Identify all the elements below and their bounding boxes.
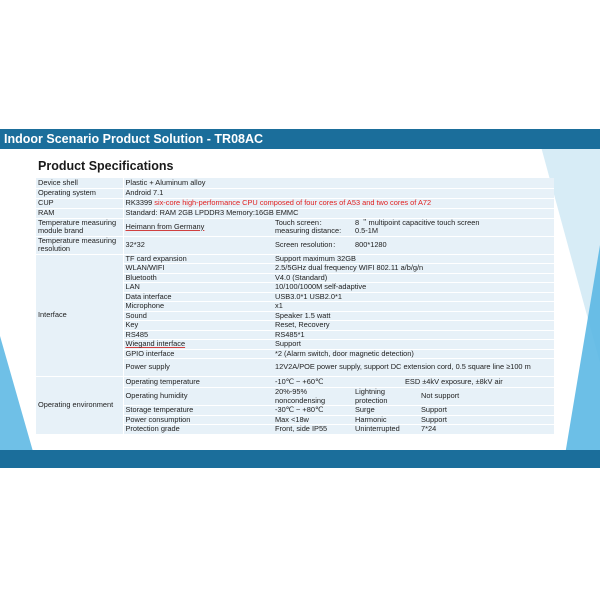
interface-value: x1 [273,302,554,312]
slide [0,125,600,468]
interface-name: Sound [123,311,273,321]
env-name: Operating humidity [123,388,273,406]
row-sub-label: Screen resolution： [273,236,353,254]
interface-name: Key [123,321,273,331]
specifications-table [36,178,554,435]
env-sub-value: Support [419,406,554,416]
interface-name: Data interface [123,292,273,302]
interface-value: Speaker 1.5 watt [273,311,554,321]
interface-name: RS485 [123,330,273,340]
table-row [36,198,554,208]
interface-name: Power supply [123,359,273,377]
interface-name: WLAN/WIFI [123,264,273,274]
env-value: Max <18w [273,415,353,425]
touch-screen-label: Touch screen： [275,218,327,227]
interface-name: GPIO interface [123,349,273,359]
row-sub-label [273,218,353,236]
wiegand-label: Wiegand interface [125,339,186,349]
env-sub-label: Lightning protection [353,388,419,406]
footer-bar [0,450,600,468]
env-sub-value: 7*24 [419,425,554,435]
interface-value: 2.5/5GHz dual frequency WIFI 802.11 a/b/g/n [273,264,554,274]
interface-value: Support maximum 32GB [273,254,554,264]
interface-value: 10/100/1000M self-adaptive [273,283,554,293]
module-brand-value: Heimann from Germany [125,221,205,231]
interface-name: TF card expansion [123,254,273,264]
interface-value: *2 (Alarm switch, door magnetic detection) [273,349,554,359]
row-sub-value [353,218,554,236]
cpu-model: RK3399 [125,198,155,207]
row-value: Android 7.1 [123,188,554,198]
interface-value: RS485*1 [273,330,554,340]
table-row [36,377,554,388]
distance-value: 0.5-1M [355,226,379,235]
interface-name: Microphone [123,302,273,312]
table-row [36,188,554,198]
interface-label: Interface [36,254,123,377]
environment-label: Operating environment [36,377,123,435]
distance-label: measuring distance: [275,226,342,235]
cpu-description: six-core high-performance CPU composed of four cores of A53 and two cores of A72 [154,198,432,207]
row-value [123,218,273,236]
section-heading: Product Specifications [38,159,174,173]
esd-value: ESD ±4kV exposure, ±8kV air [405,376,503,386]
env-sub-label: Harmonic [353,415,419,425]
interface-value: Support [273,340,554,350]
decorative-triangle-blue-right [565,245,600,455]
slide-title: Indoor Scenario Product Solution - TR08AC [0,129,600,149]
env-sub-value: Support [419,415,554,425]
env-name: Operating temperature [123,377,273,388]
interface-name [123,340,273,350]
touch-screen-value: 8 ＂multipoint capacitive touch screen [355,218,480,227]
row-label: Device shell [36,178,123,188]
interface-value: USB3.0*1 USB2.0*1 [273,292,554,302]
row-value: Plastic + Aluminum alloy [123,178,554,188]
row-label: Operating system [36,188,123,198]
table-row [36,208,554,218]
interface-value: V4.0 (Standard) [273,273,554,283]
env-name: Protection grade [123,425,273,435]
env-value: -10℃ ~ +60℃ [273,377,353,388]
row-label: Temperature measuring module brand [36,218,123,236]
row-sub-value: 800*1280 [353,236,554,254]
interface-value: 12V2A/POE power supply, support DC extension cord, 0.5 square line ≥100 m [273,359,554,377]
row-label: CUP [36,198,123,208]
row-value: Standard: RAM 2GB LPDDR3 Memory:16GB EMMC [123,208,554,218]
env-extra [353,377,554,388]
row-value [123,198,554,208]
table-row [36,254,554,264]
env-sub-value: Not support [419,388,554,406]
decorative-triangle-blue-left [0,315,34,455]
table-row [36,236,554,254]
interface-value: Reset, Recovery [273,321,554,331]
env-name: Power consumption [123,415,273,425]
env-value: Front, side IP55 [273,425,353,435]
env-sub-label: Surge [353,406,419,416]
env-value: 20%-95% noncondensing [273,388,353,406]
env-name: Storage temperature [123,406,273,416]
interface-name: LAN [123,283,273,293]
row-value: 32*32 [123,236,273,254]
row-label: RAM [36,208,123,218]
env-value: -30℃ ~ +80℃ [273,406,353,416]
env-sub-label: Uninterrupted [353,425,419,435]
table-row [36,178,554,188]
table-row [36,218,554,236]
interface-name: Bluetooth [123,273,273,283]
row-label: Temperature measuring resolution [36,236,123,254]
